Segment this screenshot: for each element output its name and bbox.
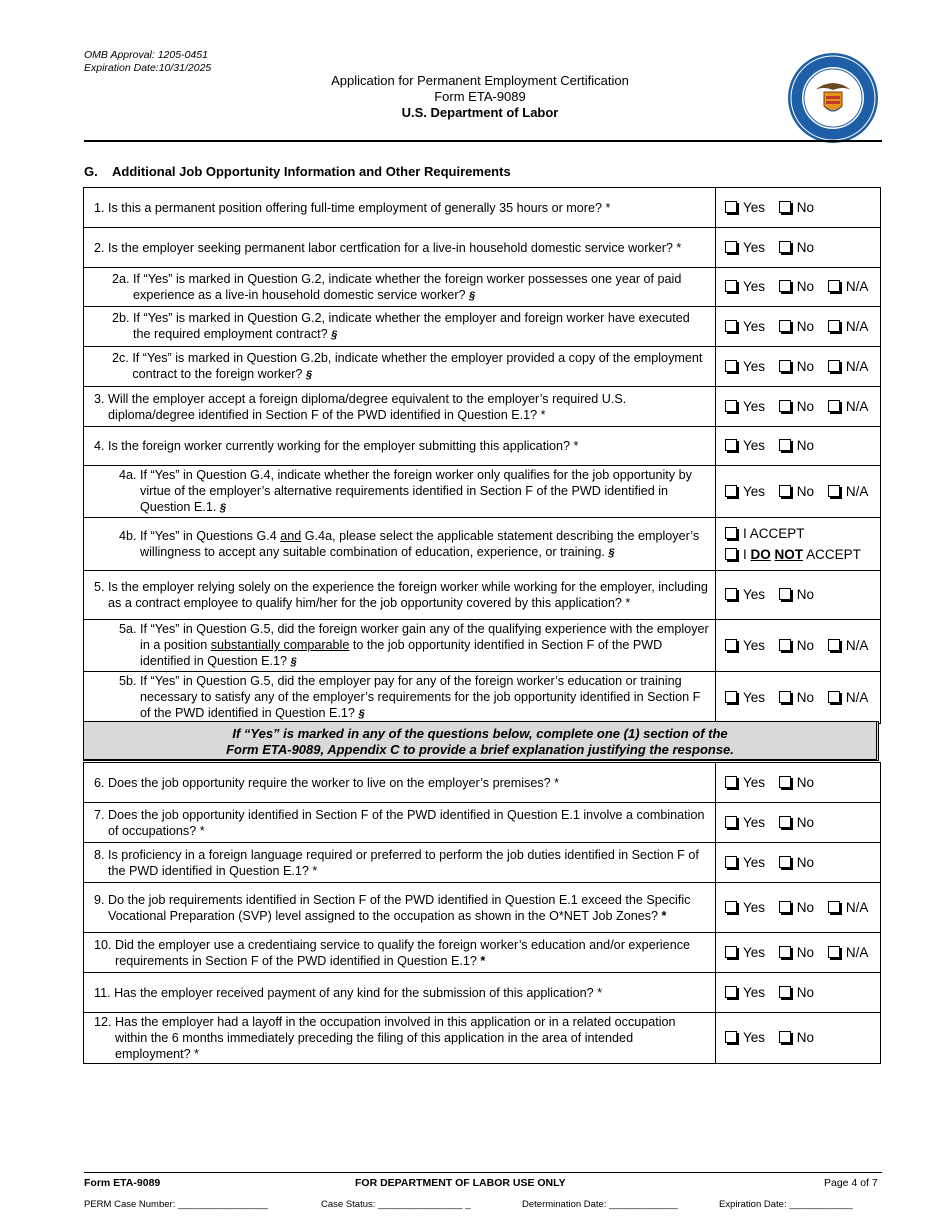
checkbox-icon[interactable] (725, 946, 737, 958)
checkbox-icon[interactable] (725, 320, 737, 332)
checkbox-icon[interactable] (779, 639, 791, 651)
question-number: 4. (94, 439, 105, 453)
no-option[interactable] (779, 240, 814, 255)
question-number: 2a. (112, 271, 130, 286)
checkbox-icon[interactable] (828, 901, 840, 913)
question-text (115, 937, 709, 969)
question-text-body: If “Yes” is marked in Question G.2, indicate whether the foreign worker possesses one year of paid experience as a live-in household domestic service worker? (133, 271, 682, 302)
checkbox-icon[interactable] (828, 485, 840, 497)
question-text-body: If “Yes” is marked in Question G.2b, indicate whether the employer provided a copy of the employment contract to the foreign worker? (132, 351, 703, 381)
omb-approval: OMB Approval: 1205-0451 (84, 49, 208, 61)
section-symbol: § (358, 708, 365, 720)
question-cell (84, 883, 716, 933)
yes-option[interactable] (725, 240, 765, 255)
question-cell (84, 1013, 716, 1064)
no-label: No (796, 398, 815, 414)
question-number: 4a. (119, 468, 137, 482)
no-label: No (796, 814, 815, 830)
question-text (140, 673, 709, 722)
question-number: 5b. (119, 674, 137, 688)
page-number: Page 4 of 7 (824, 1177, 878, 1189)
checkbox-icon[interactable] (779, 856, 791, 868)
question-text (133, 271, 709, 304)
yes-option[interactable] (725, 587, 765, 602)
question-number: 5. (94, 580, 105, 594)
no-option[interactable] (779, 279, 814, 294)
no-label: No (796, 944, 815, 960)
no-label: No (796, 899, 815, 915)
checkbox-icon[interactable] (828, 360, 840, 372)
no-option[interactable] (779, 200, 814, 215)
dol-seal-logo (787, 52, 879, 144)
question-text: Is proficiency in a foreign language required or preferred to perform the job duties identified in Section F of the PWD identified in Question E.1? * (108, 847, 699, 878)
yes-label: Yes (743, 239, 766, 255)
yes-option[interactable] (725, 855, 765, 870)
perm-case-number: PERM Case Number: _________________ (84, 1199, 268, 1210)
no-option[interactable] (779, 815, 814, 830)
yes-option[interactable] (725, 279, 765, 294)
question-cell (84, 933, 716, 973)
yes-label: Yes (743, 483, 766, 499)
checkbox-icon[interactable] (779, 439, 791, 451)
table-row (84, 387, 881, 427)
question-number: 5a. (119, 622, 137, 636)
do-label: DO (750, 547, 771, 562)
question-number: 11. (94, 985, 111, 1000)
answer-cell (716, 518, 881, 571)
section-letter: G. (84, 164, 98, 179)
answer-cell (716, 307, 881, 347)
expiration-date: Expiration Date: ____________ (719, 1199, 853, 1210)
section-heading (84, 164, 511, 179)
do-not-accept-option[interactable] (725, 544, 880, 565)
question-cell (84, 347, 716, 387)
no-option[interactable] (779, 359, 814, 374)
form-header (260, 73, 700, 121)
checkbox-icon[interactable] (725, 901, 737, 913)
na-option[interactable] (828, 945, 869, 960)
question-text: Does the job opportunity identified in Section F of the PWD identified in Question E.1 involve a combination of occupations? * (108, 807, 705, 838)
yes-option[interactable] (725, 815, 765, 830)
question-text (140, 621, 709, 670)
question-text (140, 467, 709, 516)
checkbox-icon[interactable] (725, 360, 737, 372)
no-option[interactable] (779, 1030, 814, 1045)
table-row (84, 268, 881, 307)
checkbox-icon[interactable] (725, 986, 737, 998)
yes-label: Yes (743, 587, 766, 602)
table-row (84, 466, 881, 518)
checkbox-icon[interactable] (828, 320, 840, 332)
yes-option[interactable] (725, 359, 765, 374)
checkbox-icon[interactable] (779, 241, 791, 253)
question-number: 2b. (112, 311, 130, 325)
no-option[interactable] (779, 438, 814, 453)
checkbox-icon[interactable] (779, 816, 791, 828)
table-row (84, 228, 881, 268)
omb-expiration: Expiration Date:10/31/2025 (84, 62, 212, 74)
na-option[interactable] (828, 279, 869, 294)
checkbox-icon[interactable] (725, 776, 737, 788)
question-number: 2c. (112, 351, 129, 365)
checkbox-icon[interactable] (779, 360, 791, 372)
no-option[interactable] (779, 775, 814, 790)
yes-label: Yes (743, 318, 766, 334)
section-symbol: § (331, 329, 338, 341)
checkbox-icon[interactable] (779, 986, 791, 998)
na-label: N/A (845, 279, 869, 294)
table-row (84, 307, 881, 347)
question-text: Has the employer received payment of any kind for the submission of this application? * (114, 985, 602, 1000)
na-label: N/A (845, 899, 869, 915)
na-label: N/A (845, 483, 869, 499)
yes-option[interactable] (725, 319, 765, 334)
table-row (84, 518, 881, 571)
answer-cell (716, 427, 881, 466)
agency-name: U.S. Department of Labor (401, 105, 559, 120)
question-cell (84, 672, 716, 724)
question-number: 8. (94, 847, 105, 862)
question-text: Is the employer seeking permanent labor certfication for a live-in household domestic service worker? * (108, 240, 682, 255)
question-text-body: If “Yes” is marked in Question G.2, indicate whether the employer and foreign worker have executed the required employment contract? (133, 311, 690, 341)
checkbox-icon[interactable] (828, 400, 840, 412)
no-label: No (796, 318, 815, 334)
yes-option[interactable] (725, 638, 765, 653)
question-number: 12. (94, 1015, 112, 1029)
question-text (132, 350, 709, 383)
na-option[interactable] (828, 399, 869, 414)
checkbox-icon[interactable] (779, 280, 791, 292)
na-option[interactable] (828, 638, 869, 653)
question-cell (84, 427, 716, 466)
checkbox-icon[interactable] (725, 588, 737, 600)
header-divider (84, 140, 882, 142)
yes-option[interactable] (725, 985, 765, 1000)
section-symbol: § (290, 656, 297, 668)
omb-info (84, 49, 211, 75)
question-cell (84, 307, 716, 347)
required-star: * (480, 953, 486, 968)
yes-option[interactable] (725, 438, 765, 453)
checkbox-icon[interactable] (725, 856, 737, 868)
checkbox-icon[interactable] (725, 280, 737, 292)
table-row (84, 843, 881, 883)
yes-label: Yes (743, 774, 766, 790)
checkbox-icon[interactable] (725, 816, 737, 828)
question-cell (84, 268, 716, 307)
no-label: No (796, 689, 815, 705)
yes-label: Yes (743, 279, 766, 294)
question-number: 9. (94, 892, 105, 907)
question-text: Will the employer accept a foreign diploma/degree equivalent to the employer’s required U.S. diploma/degree identified in Section F of the PWD identified in Question E.1? * (108, 391, 627, 422)
yes-label: Yes (743, 637, 766, 653)
accept-option[interactable] (725, 523, 880, 544)
checkbox-icon[interactable] (725, 485, 737, 497)
banner-line-1: If “Yes” is marked in any of the questions below, complete one (1) section of the (232, 726, 728, 741)
checkbox-icon[interactable] (725, 1031, 737, 1043)
questions-table-a (83, 187, 881, 724)
checkbox-icon[interactable] (779, 485, 791, 497)
checkbox-icon[interactable] (779, 588, 791, 600)
checkbox-icon[interactable] (828, 946, 840, 958)
section-symbol: § (305, 369, 313, 381)
answer-cell (716, 228, 881, 268)
na-option[interactable] (828, 900, 869, 915)
question-number: 1. (94, 200, 105, 215)
question-text-part: G.4a, please select the applicable statement describing the employer’s willingness to accept any suitable combination of education, experience, or training. (140, 528, 700, 559)
no-option[interactable] (779, 587, 814, 602)
answer-cell (716, 843, 881, 883)
question-cell (84, 571, 716, 620)
table-row (84, 763, 881, 803)
yes-option[interactable] (725, 690, 765, 705)
question-text-body: If “Yes” in Question G.4, indicate whether the foreign worker only qualifies for the job opportunity by virtue of the employer’s alternative requirements identified in Section F of the PWD identified in Question E.1. (140, 468, 692, 514)
yes-option[interactable] (725, 945, 765, 960)
accept-word-label: ACCEPT (806, 547, 861, 562)
question-text: Is the employer relying solely on the experience the foreign worker while working for the employer, including as a contract employee to qualify him/her for the job opportunity covered by this application? * (108, 580, 708, 610)
footer-form: Form ETA-9089 (84, 1177, 161, 1189)
question-cell (84, 518, 716, 571)
yes-label: Yes (743, 689, 766, 705)
table-row (84, 973, 881, 1013)
question-text: Is this a permanent position offering full-time employment of generally 35 hours or more? * (108, 200, 611, 215)
yes-option[interactable] (725, 200, 765, 215)
yes-option[interactable] (725, 484, 765, 499)
no-label: No (796, 587, 815, 602)
table-row (84, 427, 881, 466)
section-symbol: § (469, 289, 476, 302)
question-text-body: Do the job requirements identified in Section F of the PWD identified in Question E.1 exceed the Specific Vocational Preparation (SVP) level assigned to the occupation as shown in the O*NET Job Zones? (108, 892, 691, 923)
answer-cell (716, 268, 881, 307)
table-row (84, 803, 881, 843)
not-label: NOT (774, 547, 804, 562)
na-label: N/A (845, 689, 869, 705)
table-row (84, 188, 881, 228)
answer-cell (716, 188, 881, 228)
no-option[interactable] (779, 319, 814, 334)
question-number: 6. (94, 775, 105, 790)
questions-table-b (83, 762, 881, 1064)
banner-line-2: Form ETA-9089, Appendix C to provide a brief explanation justifying the response. (226, 742, 734, 757)
no-option[interactable] (779, 855, 814, 870)
answer-cell (716, 466, 881, 518)
table-row (84, 571, 881, 620)
i-label: I (743, 547, 747, 562)
form-title: Application for Permanent Employment Certification (331, 73, 629, 88)
no-label: No (796, 438, 815, 453)
answer-cell (716, 763, 881, 803)
no-label: No (796, 774, 815, 790)
yes-option[interactable] (725, 1030, 765, 1045)
yes-label: Yes (743, 944, 766, 960)
na-label: N/A (845, 637, 869, 653)
answer-cell (716, 1013, 881, 1064)
checkbox-icon[interactable] (779, 320, 791, 332)
form-number: Form ETA-9089 (434, 89, 526, 104)
no-option[interactable] (779, 985, 814, 1000)
section-symbol: § (608, 546, 615, 559)
no-label: No (796, 199, 815, 215)
question-text-underlined: substantially comparable (210, 638, 350, 652)
yes-label: Yes (743, 199, 766, 215)
na-option[interactable] (828, 359, 869, 374)
no-label: No (796, 279, 815, 294)
answer-cell (716, 387, 881, 427)
no-option[interactable] (779, 638, 814, 653)
checkbox-icon[interactable] (779, 776, 791, 788)
yes-label: Yes (743, 438, 766, 453)
answer-cell (716, 883, 881, 933)
question-text-underlined: and (280, 528, 302, 543)
question-cell (84, 387, 716, 427)
question-text: Has the employer had a layoff in the occupation involved in this application or in a related occupation within the 6 months immediately preceding the filing of this application in the area of intended employment? * (115, 1015, 676, 1061)
yes-option[interactable] (725, 900, 765, 915)
no-label: No (796, 1030, 815, 1045)
table-row (84, 620, 881, 672)
na-label: N/A (845, 318, 869, 334)
yes-label: Yes (743, 854, 766, 870)
na-option[interactable] (828, 690, 869, 705)
question-cell (84, 843, 716, 883)
section-symbol: § (219, 502, 226, 514)
determination-date: Determination Date: _____________ (522, 1199, 678, 1210)
table-row (84, 1013, 881, 1064)
no-option[interactable] (779, 484, 814, 499)
checkbox-icon[interactable] (725, 527, 737, 539)
answer-cell (716, 973, 881, 1013)
question-text-part: If “Yes” in Question G.5, did the foreign worker gain any of the qualifying experience with the employer in a position (140, 622, 709, 652)
checkbox-icon[interactable] (828, 639, 840, 651)
question-text-part: If “Yes” in Questions G.4 (140, 528, 281, 543)
no-option[interactable] (779, 945, 814, 960)
checkbox-icon[interactable] (725, 400, 737, 412)
section-title: Additional Job Opportunity Information and Other Requirements (112, 164, 511, 179)
table-row (84, 347, 881, 387)
checkbox-icon[interactable] (725, 691, 737, 703)
yes-label: Yes (743, 398, 766, 414)
question-text (108, 892, 709, 924)
na-label: N/A (845, 398, 869, 414)
no-label: No (796, 984, 815, 1000)
no-label: No (796, 854, 815, 870)
checkbox-icon[interactable] (725, 639, 737, 651)
checkbox-icon[interactable] (779, 946, 791, 958)
no-label: No (796, 637, 815, 653)
question-cell (84, 466, 716, 518)
question-number: 3. (94, 391, 105, 406)
no-option[interactable] (779, 690, 814, 705)
checkbox-icon[interactable] (725, 201, 737, 213)
na-label: N/A (845, 358, 869, 374)
answer-cell (716, 620, 881, 672)
no-label: No (796, 239, 815, 255)
question-cell (84, 188, 716, 228)
na-label: N/A (845, 944, 869, 960)
yes-label: Yes (743, 358, 766, 374)
checkbox-icon[interactable] (779, 201, 791, 213)
no-label: No (796, 483, 815, 499)
answer-cell (716, 571, 881, 620)
no-label: No (796, 358, 815, 374)
yes-label: Yes (743, 814, 766, 830)
question-cell (84, 803, 716, 843)
checkbox-icon[interactable] (725, 548, 737, 560)
checkbox-icon[interactable] (779, 1031, 791, 1043)
question-number: 4b. (119, 528, 137, 543)
question-cell (84, 763, 716, 803)
checkbox-icon[interactable] (725, 241, 737, 253)
question-text (133, 310, 709, 343)
yes-option[interactable] (725, 399, 765, 414)
checkbox-icon[interactable] (725, 439, 737, 451)
yes-option[interactable] (725, 775, 765, 790)
footer-divider (84, 1172, 882, 1173)
yes-label: Yes (743, 984, 766, 1000)
question-cell (84, 620, 716, 672)
question-text-body: Did the employer use a credentiaing service to qualify the foreign worker’s education and/or experience requirements in Section F of the PWD identified in Question E.1? (115, 937, 690, 968)
question-cell (84, 228, 716, 268)
checkbox-icon[interactable] (828, 280, 840, 292)
yes-label: Yes (743, 1030, 766, 1045)
question-cell (84, 973, 716, 1013)
answer-cell (716, 672, 881, 724)
question-text-part: to the job opportunity identified in Section F of the PWD identified in Question E.1? (140, 638, 663, 668)
checkbox-icon[interactable] (779, 901, 791, 913)
instruction-banner (83, 721, 879, 761)
yes-label: Yes (743, 899, 766, 915)
na-option[interactable] (828, 319, 869, 334)
no-option[interactable] (779, 900, 814, 915)
checkbox-icon[interactable] (779, 691, 791, 703)
na-option[interactable] (828, 484, 869, 499)
answer-cell (716, 933, 881, 973)
answer-cell (716, 347, 881, 387)
answer-cell (716, 803, 881, 843)
table-row (84, 672, 881, 724)
checkbox-icon[interactable] (779, 400, 791, 412)
case-status: Case Status: ________________ _ (321, 1199, 471, 1210)
question-text (140, 528, 709, 561)
question-text: Does the job opportunity require the worker to live on the employer’s premises? * (108, 775, 560, 790)
table-row (84, 933, 881, 973)
footer-use-only: FOR DEPARTMENT OF LABOR USE ONLY (355, 1177, 566, 1189)
required-star: * (661, 908, 667, 923)
question-number: 10. (94, 937, 112, 952)
no-option[interactable] (779, 399, 814, 414)
question-text: Is the foreign worker currently working for the employer submitting this application? * (108, 439, 579, 453)
question-number: 2. (94, 240, 105, 255)
question-number: 7. (94, 807, 105, 822)
table-row (84, 883, 881, 933)
checkbox-icon[interactable] (828, 691, 840, 703)
question-text-body: If “Yes” in Question G.5, did the employer pay for any of the foreign worker’s education or training necessary to satisfy any of the employer’s requirements for the job opportunity identified in Section F of the PWD identified in Question E.1? (140, 674, 701, 720)
accept-label: I ACCEPT (743, 526, 805, 541)
